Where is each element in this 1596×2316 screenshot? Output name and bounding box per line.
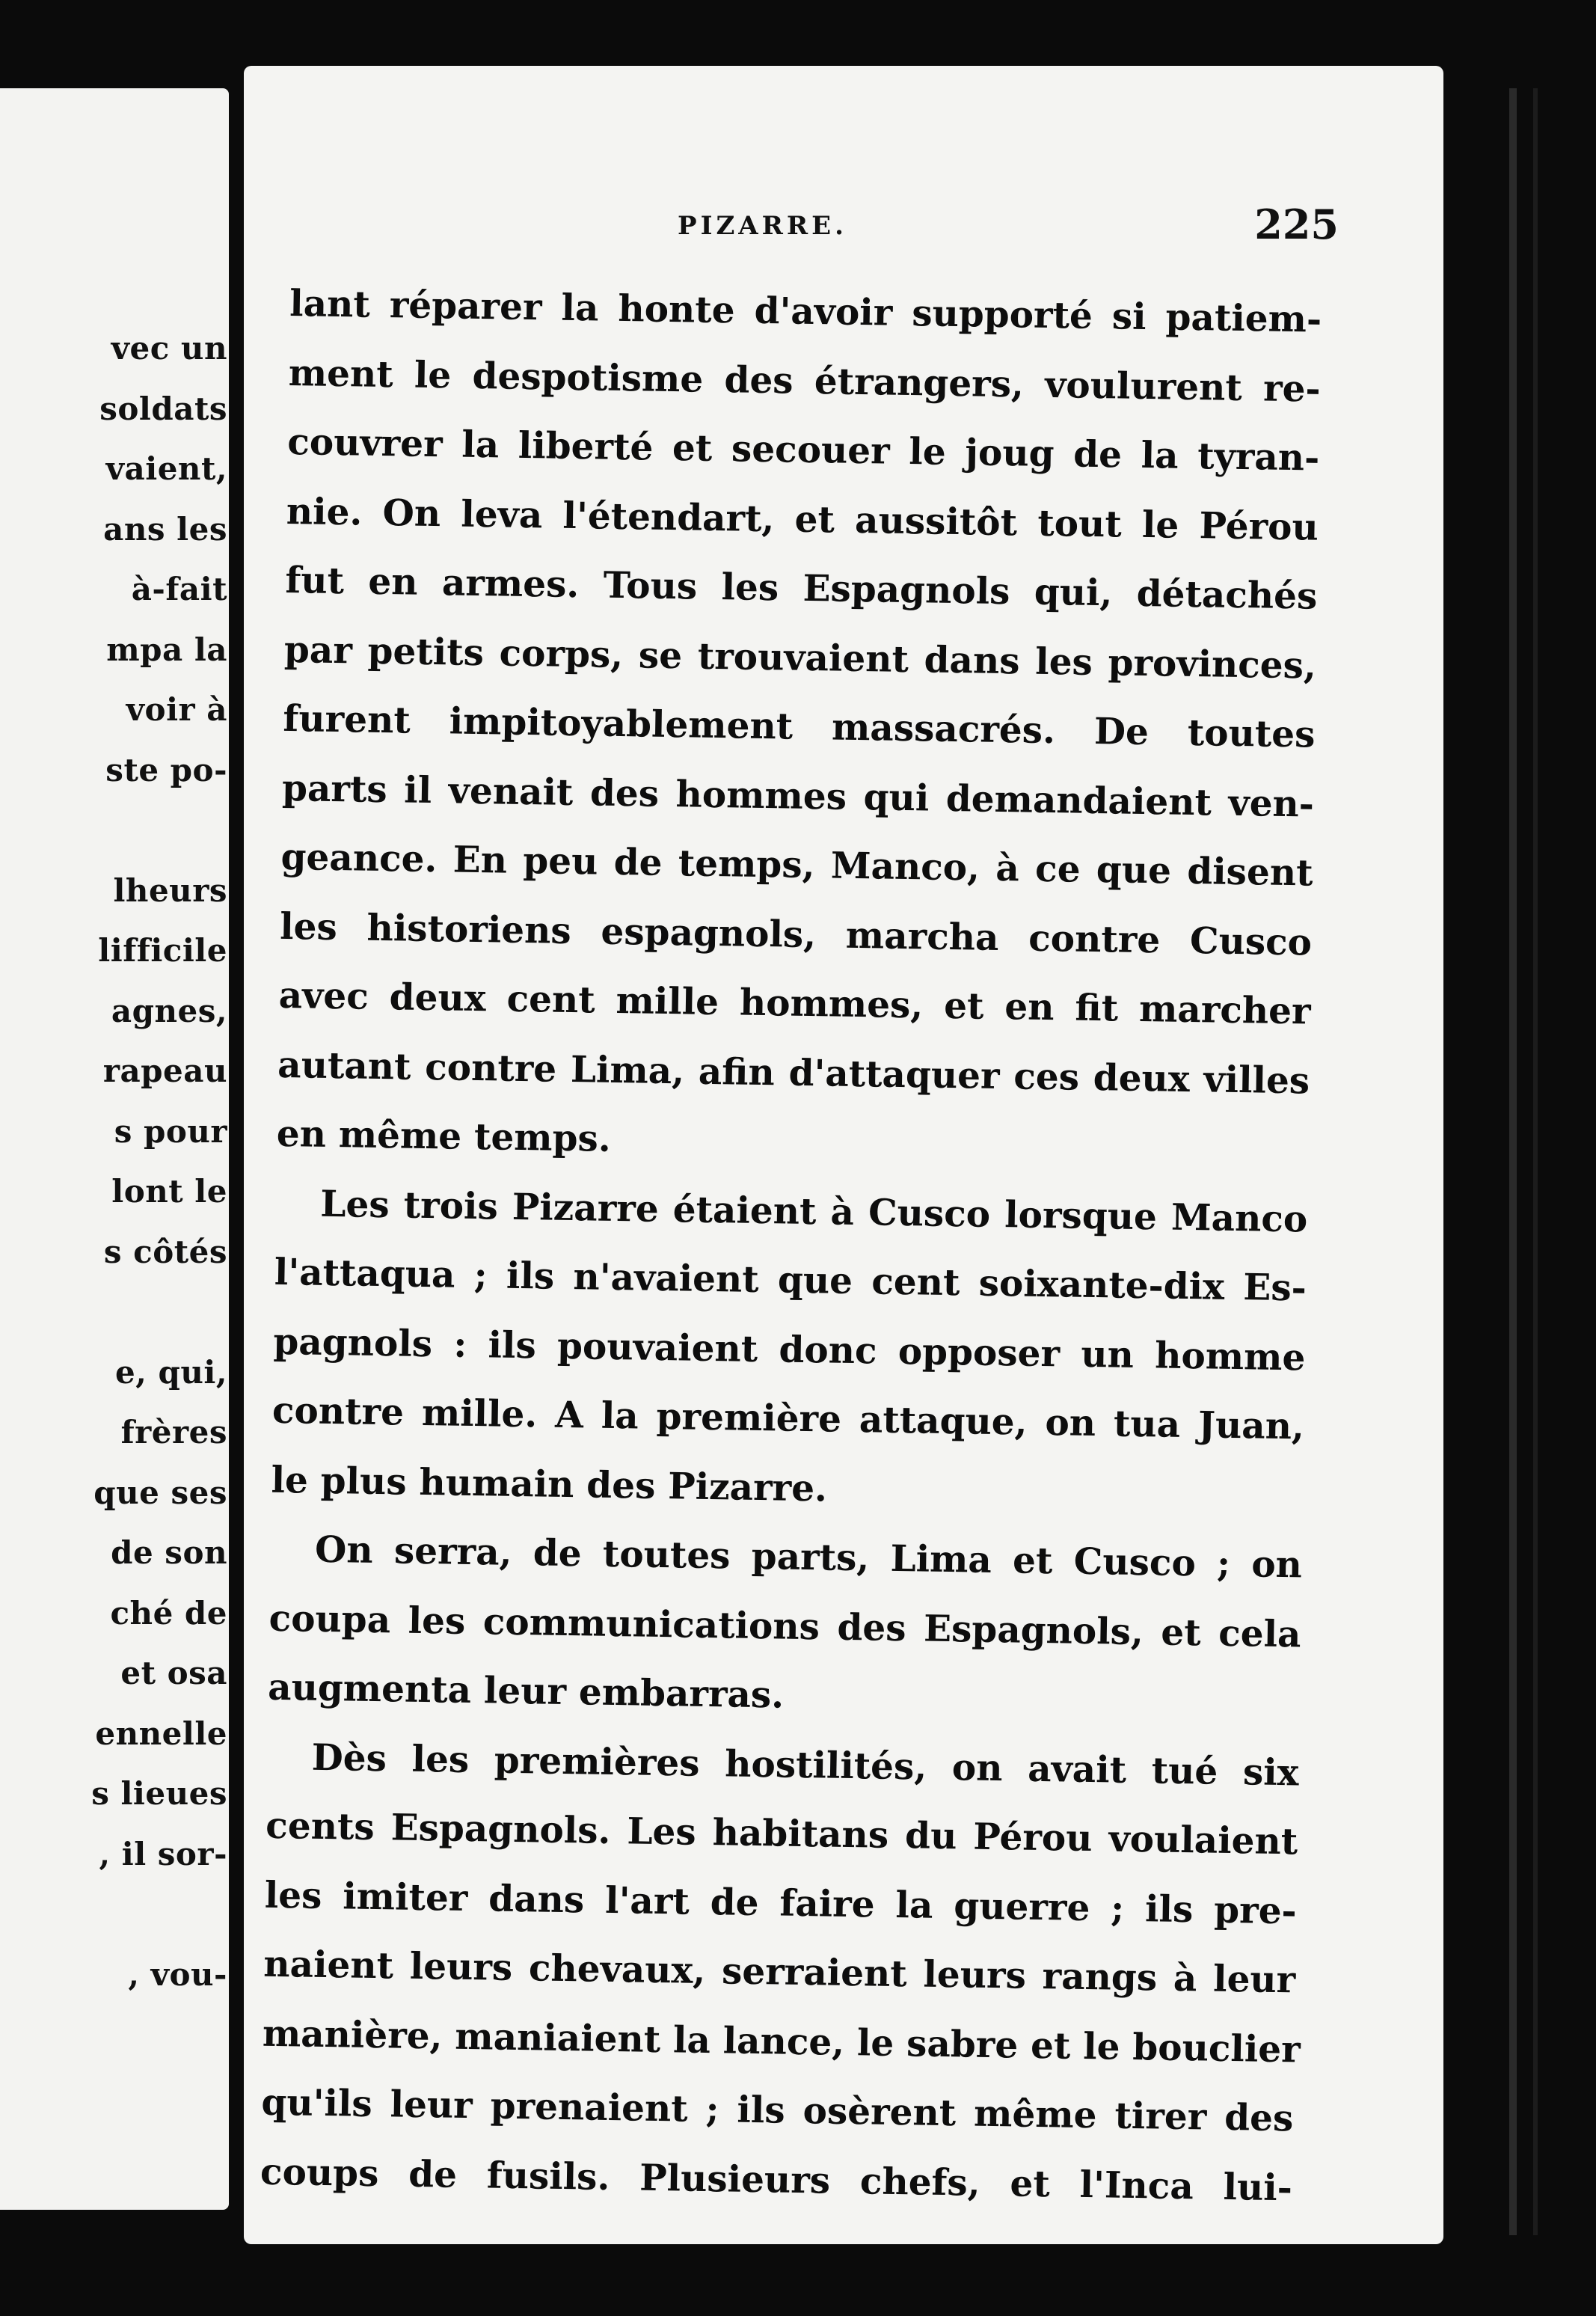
left-line: de son [111,1534,227,1571]
text-line: qu'ils leur prenaient ; ils osèrent même tirer des [261,2080,1294,2140]
left-line: ans les [103,510,227,548]
left-line: lont le [111,1173,227,1210]
left-line: , il sor- [99,1835,227,1872]
page-number: 225 [1254,200,1339,248]
left-line: vaient, [105,450,227,487]
text-line: contre mille. A la première attaque, on tua Juan, [271,1388,1305,1448]
left-line: , vou- [128,1955,227,1993]
left-line: e, qui, [115,1353,227,1391]
left-page-text [0,319,229,2005]
text-line: Les trois Pizarre étaient à Cusco lorsque Manco [319,1182,1308,1241]
text-line: On serra, de toutes parts, Lima et Cusco ; on [314,1528,1303,1587]
left-line: ché de [110,1594,227,1632]
text-line: autant contre Lima, afin d'attaquer ces deux villes [277,1043,1310,1103]
text-line: Dès les premières hostilités, on avait tué six [311,1736,1300,1794]
text-line: coups de fusils. Plusieurs chefs, et l'Inca lui- [260,2150,1293,2209]
text-line: furent impitoyablement massacrés. De toutes [283,696,1316,756]
text-line: par petits corps, se trouvaient dans les provinces, [283,628,1317,687]
text-line: les historiens espagnols, marcha contre Cusco [279,904,1313,964]
left-page [0,88,229,2210]
left-line: s pour [114,1112,227,1150]
text-line: augmenta leur embarras. [267,1665,785,1717]
left-line: rapeau [102,1053,227,1089]
right-page [244,66,1443,2244]
left-line [0,1282,229,1343]
text-line: geance. En peu de temps, Manco, à ce que disent [280,835,1313,895]
text-line: parts il venait des hommes qui demandaient ven- [281,766,1315,826]
text-line: couvrer la liberté et secouer le joug de la tyran- [286,420,1320,480]
left-line: agnes, [111,992,227,1029]
left-line: ennelle [95,1715,227,1752]
book-edge [1509,88,1517,2235]
left-line: lheurs [113,871,227,909]
text-line: naient leurs chevaux, serraient leurs rangs à leur [263,1942,1296,2002]
left-line: vec un [111,330,227,367]
text-line: nie. On leva l'étendart, et aussitôt tout le Pérou [286,489,1319,549]
left-line: s côtés [103,1233,227,1270]
text-line: cents Espagnols. Les habitans du Pérou voulaient [265,1804,1298,1863]
left-line: ste po- [105,751,227,788]
left-line: mpa la [106,631,227,668]
running-head: PIZARRE. [678,211,847,241]
text-line: le plus humain des Pizarre. [271,1458,828,1510]
text-line: coupa les communications des Espagnols, et cela [268,1596,1301,1655]
left-line: soldats [99,390,227,427]
text-line: fut en armes. Tous les Espagnols qui, détachés [285,558,1318,618]
body-text [260,269,1322,2222]
text-line: les imiter dans l'art de faire la guerre ; ils pre- [264,1873,1298,1932]
left-line: lifficile [98,932,227,969]
book-edge [1533,88,1538,2235]
page-header [244,200,1443,260]
left-line: voir à [126,691,227,728]
text-line: lant réparer la honte d'avoir supporté si patiem- [289,281,1322,341]
left-line: à-fait [131,571,227,607]
left-line: frères [120,1414,227,1450]
text-line: manière, maniaient la lance, le sabre et le bouclier [262,2012,1301,2071]
text-line: en même temps. [276,1112,612,1160]
left-line: que ses [93,1474,227,1511]
left-line: s lieues [91,1775,227,1812]
text-line: ment le despotisme des étrangers, voulurent re- [288,351,1322,411]
text-line: avec deux cent mille hommes, et en fit marcher [278,973,1312,1033]
left-line [0,1884,229,1945]
text-line: pagnols : ils pouvaient donc opposer un homme [273,1320,1306,1379]
left-line [0,800,229,861]
text-line: l'attaqua ; ils n'avaient que cent soixante-dix Es- [274,1250,1307,1310]
left-line: et osa [120,1655,227,1691]
